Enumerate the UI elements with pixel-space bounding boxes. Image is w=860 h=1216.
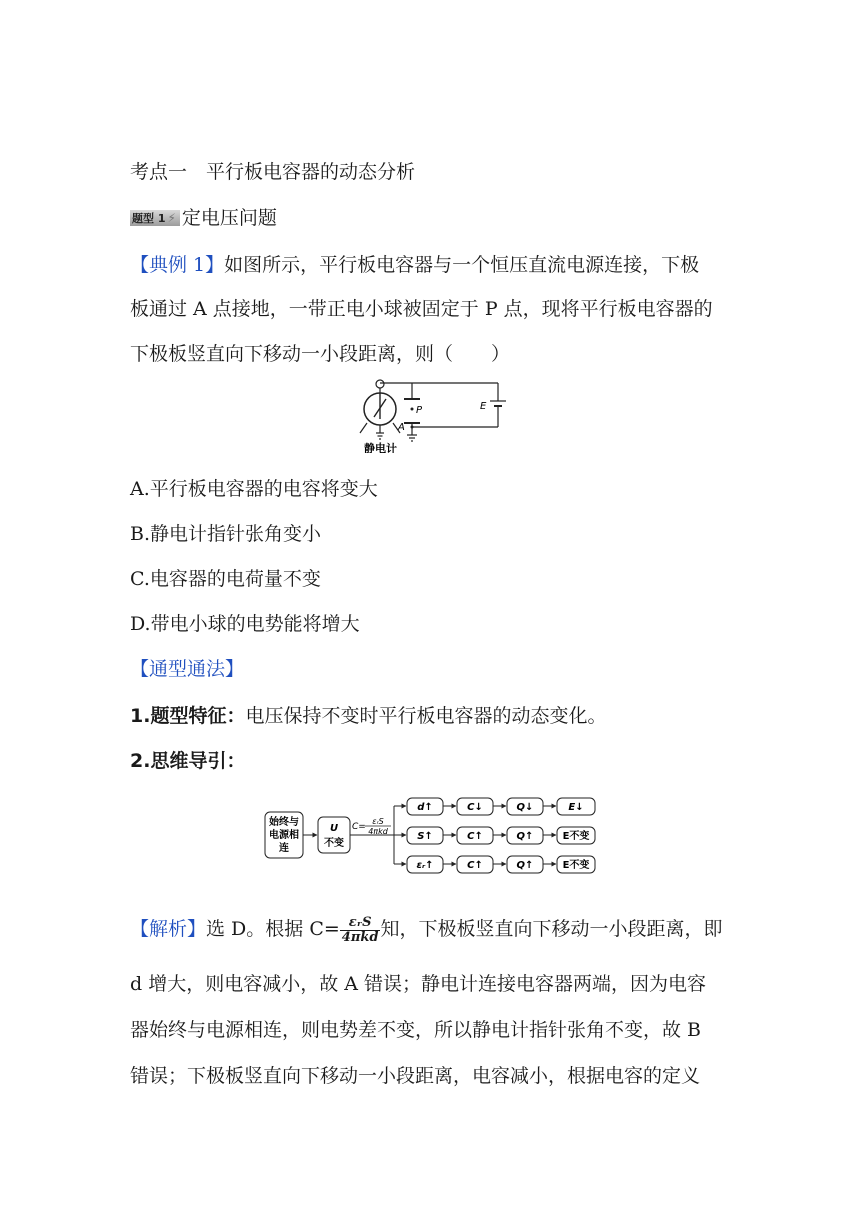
svg-text:Q↓: Q↓ <box>516 802 534 813</box>
option-d: D.带电小球的电势能将增大 <box>130 613 360 635</box>
section-title: 考点一 平行板电容器的动态分析 <box>130 161 416 183</box>
label-a: A <box>398 422 405 433</box>
type-heading-text: 定电压问题 <box>181 207 277 229</box>
meter-label: 静电计 <box>364 442 397 453</box>
svg-text:d↑: d↑ <box>417 802 433 813</box>
label-p: P <box>416 405 423 416</box>
feature-line <box>130 704 606 728</box>
label-e: E <box>480 401 487 412</box>
flow-diagram <box>262 795 598 881</box>
analysis-line-4: 错误；下极板竖直向下移动一小段距离，电容减小，根据电容的定义 <box>130 1065 701 1087</box>
svg-text:εᵣ↑: εᵣ↑ <box>416 860 434 871</box>
lightning-icon: ⚡ <box>167 211 176 225</box>
svg-text:C↑: C↑ <box>467 831 483 842</box>
analysis-line-1: 【解析】选 D。根据 C= $\frac{\text{εᵣS}}{\text{4πkd}}$ 知，下极板竖直向下移动一小段距离，即 <box>130 914 723 945</box>
svg-text:E↓: E↓ <box>568 802 584 813</box>
svg-text:εᵣS: εᵣS <box>372 817 384 826</box>
capacitance-fraction: $\frac{\text{εᵣS}}{\text{4πkd}}$ <box>341 914 379 945</box>
svg-text:4πkd: 4πkd <box>368 827 388 836</box>
svg-text:不变: 不变 <box>324 838 344 849</box>
svg-text:E不变: E不变 <box>562 831 590 842</box>
type-tag: 题型 1 ⚡ <box>130 210 180 226</box>
svg-text:C↑: C↑ <box>467 860 483 871</box>
method-label: 【通型通法】 <box>130 658 245 680</box>
example-line-1: 【典例 1】如图所示，平行板电容器与一个恒压直流电源连接，下极 <box>130 254 700 276</box>
analysis-label: 【解析】 <box>130 918 207 940</box>
analysis-line-2: d 增大，则电容减小，故 A 错误；静电计连接电容器两端，因为电容 <box>130 973 707 995</box>
svg-text:电源相: 电源相 <box>269 830 299 841</box>
option-a: A.平行板电容器的电容将变大 <box>130 478 378 500</box>
example-label: 【典例 1】 <box>130 254 225 276</box>
svg-text:连: 连 <box>279 843 289 854</box>
type-heading <box>130 206 277 230</box>
guide-heading: 2.思维导引： <box>130 750 246 772</box>
feature-text: 电压保持不变时平行板电容器的动态变化。 <box>245 705 607 727</box>
example-line-2: 板通过 A 点接地，一带正电小球被固定于 P 点，现将平行板电容器的 <box>130 298 713 320</box>
svg-text:C↓: C↓ <box>467 802 483 813</box>
svg-text:S↑: S↑ <box>417 831 433 842</box>
svg-text:U: U <box>329 823 339 834</box>
svg-text:Q↑: Q↑ <box>516 860 534 871</box>
svg-text:E不变: E不变 <box>562 860 590 871</box>
circuit-diagram <box>358 379 518 453</box>
svg-text:Q↑: Q↑ <box>516 831 534 842</box>
analysis-line-3: 器始终与电源相连，则电势差不变，所以静电计指针张角不变，故 B <box>130 1019 702 1041</box>
feature-heading: 1.题型特征： <box>130 705 246 727</box>
svg-text:C=: C= <box>352 822 366 832</box>
option-b: B.静电计指针张角变小 <box>130 523 322 545</box>
svg-text:始终与: 始终与 <box>269 817 299 828</box>
example-line-3: 下极板竖直向下移动一小段距离，则（ ） <box>130 343 511 365</box>
option-c: C.电容器的电荷量不变 <box>130 568 321 590</box>
